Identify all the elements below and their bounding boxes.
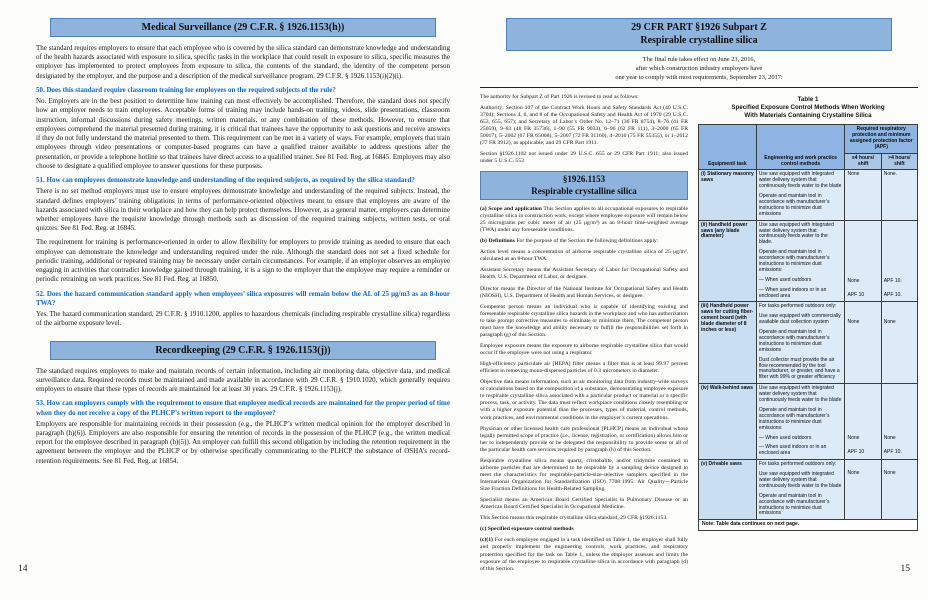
apf-le4-cell bbox=[845, 170, 881, 220]
authority-intro: The authority for Subpart Z of Part 1926 is revised to read as follows: bbox=[480, 93, 639, 100]
section-issuance-note: Section §1926.1102 not issued under 29 U.S.C. 655 or 29 CFR Part 1911; also issued under 5 U.S.C. 553 bbox=[480, 151, 688, 165]
definition-objective-data: Objective data means information, such as air monitoring data from industry-wide surveys or calculations based on the composition of a substance, demonstrating employee exposure to respirable crystalline silica associated with a particular product or material or a specific process, task, or activity. The data must reflect workplace conditions closely resembling or with a higher exposure potential than the processes, types of material, control methods, work practices, and environmental conditions in the employer’s current operations. bbox=[480, 379, 688, 421]
apf-le4-cell bbox=[845, 384, 881, 460]
paragraph-a-body: This Section applies to all occupational exposures to respirable crystalline silica in construction work, except where employee exposure will remain below 25 micrograms per cubic meter of air (25 μg/m³) as an 8-hour time-weighted average (TWA) under any foreseeable conditions. bbox=[480, 205, 689, 234]
effective-note-line3: one year to comply with most requirements, September 23, 2017: bbox=[615, 73, 783, 81]
apf-value: None bbox=[847, 277, 860, 284]
task-cell: (i) Stationary masonry saws bbox=[699, 170, 757, 220]
apf-le4-cell bbox=[845, 220, 881, 302]
apf-value: None bbox=[883, 319, 896, 326]
table-header-row-1 bbox=[699, 125, 918, 154]
definition-action-level: Action level means a concentration of airborne respirable crystalline silica of 25 μg/m³, calculated as an 8-hour TWA. bbox=[480, 249, 688, 263]
paragraph-b-body: For the purpose of the Section the following definitions apply: bbox=[514, 238, 659, 245]
effective-note-line2: after which construction industry employers have bbox=[635, 64, 763, 72]
table-row-walk-behind-saws bbox=[699, 384, 918, 460]
table-row-stationary-masonry-saws bbox=[699, 170, 918, 220]
engineering-text: Operate and maintain tool in accordance with manufacturer’s instructions to minimize dust emissions bbox=[758, 329, 830, 353]
subpart-z-header bbox=[506, 18, 892, 51]
apf-le4-cell bbox=[845, 460, 881, 520]
question-51-heading: 51. How can employees demonstrate knowledge and understanding of the required subjects, as required by the silica standard? bbox=[36, 176, 415, 185]
paragraph-b-lead: (b) Definitions bbox=[480, 238, 515, 245]
task-cell: (iv) Walk-behind saws bbox=[699, 384, 757, 460]
subpart-z-header-line2: Respirable crystalline silica bbox=[640, 34, 758, 46]
effective-date-note bbox=[480, 56, 918, 83]
apf-value: APF 10. bbox=[883, 277, 902, 284]
apf-value: APF 10 bbox=[847, 291, 865, 298]
definition-director: Director means the Director of the National Institute for Occupational Safety and Health (NIOSH), U.S. Department of Health and Human Services, or designee. bbox=[480, 285, 688, 299]
apf-gt4-cell bbox=[881, 384, 917, 460]
engineering-text: Operate and maintain tool in accordance with manufacturer’s instructions to minimize dust emissions: bbox=[758, 406, 830, 431]
answer-53-paragraph: Employers are responsible for maintaining records in their possession (e.g., the PLHCP’s written medical opinion for the employer described in paragraph (h)(6)). Employers are also responsible for ensuring the retention of records in the possession of the PLHCP (e.g., the written medical report for the employee described in paragraph (h)(5)). An employer can fulfill this second obligation by including the retention requirement in the agreement between the employer and the PLHCP or by otherwise specifically communicating to the PLHCP the substance of OSHA’s record-retention requirements. See 81 Fed. Reg. at 16854. bbox=[36, 419, 450, 465]
medical-surveillance-header: Medical Surveillance (29 C.F.R. § 1926.1153(h)) bbox=[50, 18, 436, 37]
page-right bbox=[480, 6, 918, 577]
engineering-cell bbox=[756, 170, 845, 220]
engineering-cell bbox=[756, 460, 845, 520]
paragraph-c1-lead: (c)(1) bbox=[480, 537, 493, 544]
column-header-le4-hours: ≤4 hours/ shift bbox=[845, 153, 881, 170]
paragraph-a bbox=[480, 206, 688, 234]
answer-51-paragraph-2: The requirement for training is performance-oriented in order to allow flexibility for employers to provide training as needed to ensure that each employee can demonstrate the knowledge and understanding required under the rule. Although the standard does not set a fixed schedule for periodic training, additional or repeated training may be necessary under certain circumstances. For example, if an employer observes an employee engaging in activities that contradict knowledge gained through training, it is a sign to the employer that the employee may require a reminder or periodic retraining on work practices. See 81 Fed. Reg. at 16850. bbox=[36, 238, 450, 284]
definition-specialist: Specialist means an American Board Certified Specialist in Pulmonary Disease or an American Board Certified Specialist in Occupational Medicine. bbox=[480, 497, 688, 511]
apf-value: None bbox=[847, 435, 860, 442]
horizontal-divider bbox=[480, 87, 918, 88]
definition-this-section: This Section means this respirable crystalline silica standard, 29 CFR §1926.1153. bbox=[480, 515, 668, 522]
task-cell: (iii) Handheld power saws for cutting fiber-cement board (with blade diameter of 8 inches or less) bbox=[699, 302, 757, 384]
paragraph-c1-body: For each employee engaged in a task identified on Table 1, the employer shall fully and properly implement the engineering controls, work practices, and respiratory protection specified for the task on Table 1, unless the employer assesses and limits the exposure of the employee to respirable crystalline silica in accordance with paragraph (d) of this Section. bbox=[480, 537, 688, 572]
apf-value: None bbox=[883, 435, 896, 442]
apf-value: None bbox=[847, 319, 860, 326]
table-title-line2: Specified Exposure Control Methods When Working bbox=[731, 103, 885, 111]
apf-gt4-cell bbox=[881, 220, 917, 302]
task-cell: (ii) Handheld power saws (any blade diameter) bbox=[699, 220, 757, 302]
answer-52-paragraph: Yes. The hazard communication standard, 29 C.F.R. § 1910.1200, applies to hazardous chemicals (including respirable crystalline silica) regardless of the airborne exposure level. bbox=[36, 310, 450, 328]
definition-hepa-filter: High-efficiency particulate air [HEPA] filter means a filter that is at least 99.97 percent efficient in removing mono-dispersed particles of 0.3 micrometers in diameter. bbox=[480, 361, 688, 375]
section-header-line2: Respirable crystalline silica bbox=[531, 185, 637, 196]
paragraph-c-lead: (c) Specified exposure control methods bbox=[480, 526, 574, 533]
engineering-text: Use saw equipped with integrated water delivery system that continuously feeds water to the blade. bbox=[758, 221, 834, 246]
table-1-title bbox=[698, 96, 918, 120]
definition-assistant-secretary: Assistant Secretary means the Assistant Secretary of Labor for Occupational Safety and Health, U.S. Department of Labor, or designee. bbox=[480, 267, 688, 281]
engineering-condition: — When used indoors or in an enclosed area bbox=[758, 444, 827, 457]
definition-plhcp: Physician or other licensed health care professional [PLHCP] means an individual whose legally permitted scope of practice (i.e., license, registration, or certification) allows him or her to independently provide or be delegated the responsibility to provide some or all of the particular health care services required by paragraph (h) of this Section. bbox=[480, 425, 688, 453]
apf-value: APF 10. bbox=[883, 449, 902, 456]
exposure-control-table bbox=[698, 124, 918, 531]
engineering-cell bbox=[756, 384, 845, 460]
engineering-condition: — When used indoors or in an enclosed area bbox=[758, 286, 827, 299]
section-header-line1: §1926.1153 bbox=[562, 174, 606, 185]
subpart-z-header-line1: 29 CFR PART §1926 Subpart Z bbox=[631, 22, 767, 33]
engineering-text: For tasks performed outdoors only: bbox=[758, 461, 837, 468]
question-52-heading: 52. Does the hazard communication standard apply when employees’ silica exposures will remain below the AL of 25 μg/m3 as an 8-hour TWA? bbox=[36, 289, 450, 307]
definition-employee-exposure: Employee exposure means the exposure to airborne respirable crystalline silica that would occur if the employee were not using a respirator. bbox=[480, 342, 688, 357]
page-left bbox=[36, 6, 450, 471]
table-title-line3: With Materials Containing Crystalline Silica bbox=[744, 112, 872, 120]
apf-value: None. bbox=[883, 171, 898, 178]
apf-value: APF 10 bbox=[847, 449, 865, 456]
engineering-condition: — When used outdoors bbox=[758, 276, 812, 283]
page-number-right: 15 bbox=[900, 564, 910, 574]
column-header-apf: Required respiratory protection and minimum assigned protection factor (APF) bbox=[845, 125, 918, 154]
apf-value: APF 10. bbox=[883, 291, 902, 298]
effective-note-line1: The final rule takes effect on June 23, 2016, bbox=[642, 56, 756, 63]
apf-gt4-cell bbox=[881, 302, 917, 384]
task-cell: (v) Drivable saws bbox=[699, 460, 757, 520]
question-53-heading: 53. How can employers comply with the requirement to ensure that employee medical records are maintained for the proper period of time when they do not receive a copy of the PLHCP’s written report to the employee? bbox=[36, 399, 450, 417]
table-continuation-note: Note: Table data continues on next page. bbox=[699, 520, 918, 531]
engineering-cell bbox=[756, 220, 845, 302]
section-1926-1153-header bbox=[480, 171, 688, 200]
table-row-drivable-saws bbox=[699, 460, 918, 520]
table-continuation-note-row bbox=[699, 520, 918, 531]
engineering-text: Use saw equipped with integrated water delivery system that continuously feeds water to the blade bbox=[758, 385, 842, 404]
apf-le4-cell bbox=[845, 302, 881, 384]
answer-50-paragraph: No. Employers are in the best position to determine how training can most effectively be accomplished. Therefore, the standard does not specify how an employer needs to train employees. Acceptable forms of training may include hands-on training, videos, slide presentations, classroom instruction, informal discussions during safety meetings, written materials, or any combination of these methods. However, to ensure that employees comprehend the material presented during training, it is critical that trainees have the opportunity to ask questions and receive answers if they do not fully understand the material presented to them. This requirement can be met in a variety of ways. For example, employers that train employees through video presentations or computer-based programs can have a qualified trainer available to address questions after the presentation, or provide a telephone hotline so that trainees have direct access to a qualified trainer. See 81 Fed. Reg. at 16845. Employers may also choose to designate a qualified employee to answer questions for these purposes. bbox=[36, 97, 450, 170]
engineering-text: Use saw equipped with commercially available dust collection system bbox=[758, 313, 841, 326]
page-number-left: 14 bbox=[18, 564, 28, 574]
table-row-handheld-power-saws bbox=[699, 220, 918, 302]
engineering-text: Operate and maintain tool in accordance with manufacturer’s instructions to minimize dust emissions: bbox=[758, 249, 830, 273]
paragraph-c bbox=[480, 526, 688, 533]
definition-respirable-crystalline-silica: Respirable crystalline silica means quartz, cristobalite, and/or tridymite contained in airborne particles that are determined to be respirable by a sampling device designed to meet the characteristics for respirable-particle-size-selective samplers specified in the International Organization for Standardization (ISO) 7708:1995: Air Quality—Particle Size Fraction Definitions for Health-Related Sampling. bbox=[480, 457, 688, 493]
paragraph-c1 bbox=[480, 537, 688, 572]
engineering-text: Use saw equipped with integrated water delivery system that continuously feeds water to the blade bbox=[758, 171, 842, 190]
engineering-condition: — When used outdoors bbox=[758, 434, 812, 441]
engineering-text: Operate and maintain tool in accordance with manufacturer’s instructions to minimize dust emissions bbox=[758, 492, 830, 517]
table-row-fiber-cement-saws bbox=[699, 302, 918, 384]
engineering-text: Operate and maintain tool in accordance with manufacturer’s instructions to minimize dust emissions bbox=[758, 193, 830, 217]
regulation-text-column bbox=[480, 94, 688, 577]
apf-gt4-cell bbox=[881, 170, 917, 220]
apf-value: None bbox=[847, 171, 860, 178]
recordkeeping-intro-paragraph: The standard requires employers to make and maintain records of certain information, including air monitoring data, objective data, and medical surveillance data. Required records must be maintained and made available in accordance with 29 C.F.R. § 1910.1020, which generally requires employers to ensure that these types of records are maintained for at least 30 years. 29 C.F.R. § 1926.1153(j). bbox=[36, 366, 450, 394]
column-header-engineering: Engineering and work practice control methods bbox=[756, 125, 845, 170]
question-50-heading: 50. Does this standard require classroom training for employees on the required subjects of the rule? bbox=[36, 85, 336, 94]
table-title-line1: Table 1 bbox=[797, 95, 819, 103]
paragraph-b bbox=[480, 238, 688, 245]
engineering-text: Dust collector must provide the air flow recommended by the tool manufacturer, or greater, and have a filter with 99% or greater efficiency bbox=[758, 356, 840, 381]
engineering-cell bbox=[756, 302, 845, 384]
apf-gt4-cell bbox=[881, 460, 917, 520]
authority-text: Authority: Section 107 of the Contract Work Hours and Safety Standards Act (40 U.S.C. 3704); Sections 4, 6, and 8 of the Occupational Safety and Health Act of 1970 (29 U.S.C. 653, 655, 657); and Secretary of Labor’s Order No. 12–71 (36 FR 8754), 8–76 (41 FR 25059), 9–83 (48 FR 35736), 1–90 (55 FR 9033), 6–96 (62 FR 111), 3–2000 (65 FR 50017), 5–2002 (67 FR 65008), 5–2007 (72 FR 31160), 4–2010 (75 FR 55355), or 1–2012 (77 FR 3912), as applicable; and 29 CFR Part 1911. bbox=[480, 104, 688, 147]
table-column bbox=[698, 94, 918, 577]
engineering-text: For tasks performed outdoors only: bbox=[758, 303, 837, 310]
answer-51-paragraph-1: There is no set method employers must use to ensure employees demonstrate knowledge and understanding of the required subjects. Instead, the standard defines employers’ training obligations in terms of performance-oriented objectives meant to ensure that employees are aware of the hazards associated with silica in their workplace and how they can help protect themselves. However, as a general matter, employers can determine whether employees have the requisite knowledge through methods such as discussion of the required training subjects, written tests, or oral quizzes. See 81 Fed. Reg. at 16845. bbox=[36, 187, 450, 233]
medical-intro-paragraph: The standard requires employers to ensure that each employee who is covered by the silica standard can demonstrate knowledge and understanding of the health hazards associated with exposure to silica, specific tasks in the workplace that could result in exposure to silica, specific measures the employer has implemented to protect employees from exposure to silica, the contents of the standard, the identity of the competent person designated by the employer, and the purpose and a description of the medical surveillance program. 29 C.F.R. § 1926.1153(i)(2)(i). bbox=[36, 44, 450, 80]
column-header-gt4-hours: >4 hours/ shift bbox=[881, 153, 917, 170]
recordkeeping-header: Recordkeeping (29 C.F.R. § 1926.1153(j)) bbox=[50, 341, 436, 360]
apf-value: None bbox=[847, 470, 860, 477]
engineering-text: Use saw equipped with integrated water delivery system that continuously feeds water to the blade bbox=[758, 471, 842, 489]
column-header-equipment: Equipment/ task bbox=[699, 125, 757, 170]
definition-competent-person: Competent person means an individual who is capable of identifying existing and foreseeable respirable crystalline silica hazards in the workplace and who has authorization to take prompt corrective measures to eliminate or minimize them. The competent person must have the knowledge and ability necessary to fulfill the responsibilities set forth in paragraph (g) of this Section. bbox=[480, 303, 688, 338]
paragraph-a-lead: (a) Scope and application bbox=[480, 205, 542, 212]
apf-value: None bbox=[883, 470, 896, 477]
